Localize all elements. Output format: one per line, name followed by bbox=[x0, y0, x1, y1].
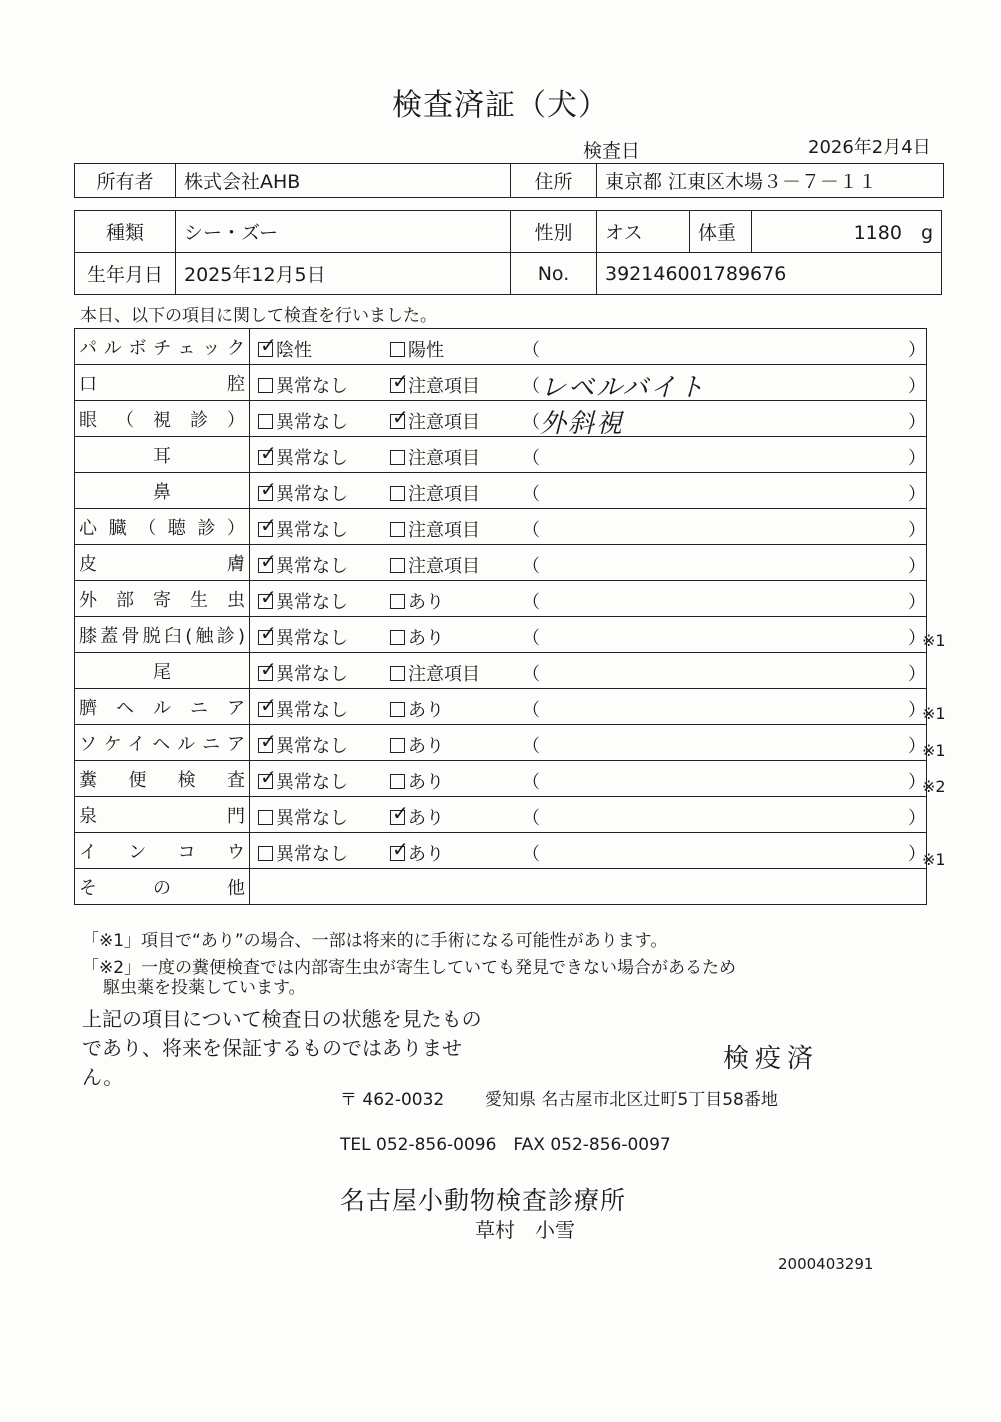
item-name: パルボチェック bbox=[79, 337, 245, 359]
option-label: あり bbox=[408, 772, 444, 793]
paren-close: ） bbox=[908, 772, 926, 793]
paren-open: （ bbox=[522, 808, 540, 829]
option-label: あり bbox=[408, 700, 444, 721]
checkbox-icon[interactable] bbox=[258, 774, 273, 789]
option-label: あり bbox=[408, 844, 444, 865]
item-result-cell bbox=[250, 617, 927, 653]
item-result-cell bbox=[250, 401, 927, 437]
checkbox-icon[interactable] bbox=[390, 738, 405, 753]
option-label: 注意項目 bbox=[408, 520, 480, 541]
item-result-cell bbox=[250, 581, 927, 617]
footnote-marker: ※1 bbox=[922, 630, 946, 650]
checkbox-icon[interactable] bbox=[258, 630, 273, 645]
option-label: 異常なし bbox=[276, 808, 348, 829]
paren-open: （ bbox=[522, 340, 540, 361]
checkbox-icon[interactable] bbox=[258, 414, 273, 429]
checkbox-icon[interactable] bbox=[390, 702, 405, 717]
option-normal[interactable] bbox=[258, 336, 312, 362]
option-label: あり bbox=[408, 808, 444, 829]
owner-address: 東京都 江東区木場３－７－１１ bbox=[597, 164, 944, 198]
exam-date-label: 検査日 bbox=[583, 140, 641, 162]
checkbox-icon[interactable] bbox=[258, 666, 273, 681]
checkbox-icon[interactable] bbox=[258, 558, 273, 573]
option-label: あり bbox=[408, 592, 444, 613]
item-result-cell bbox=[250, 329, 927, 365]
option-label: 注意項目 bbox=[408, 412, 480, 433]
paren-close: ） bbox=[908, 736, 926, 757]
option-issue[interactable] bbox=[390, 480, 480, 506]
option-issue[interactable] bbox=[390, 516, 480, 542]
paren-open: （ bbox=[522, 412, 540, 433]
sex-value: オス bbox=[597, 211, 690, 253]
paren-close: ） bbox=[908, 844, 926, 865]
owner-label: 所有者 bbox=[75, 164, 176, 198]
footnote-2-cont: 駆虫薬を投薬しています。 bbox=[103, 978, 306, 998]
option-issue[interactable] bbox=[390, 804, 444, 830]
paren-close: ） bbox=[908, 592, 926, 613]
inspection-row bbox=[75, 689, 927, 725]
option-normal[interactable] bbox=[258, 444, 348, 470]
no-value: 392146001789676 bbox=[597, 253, 942, 295]
handwritten-remark: レベルバイト bbox=[540, 373, 707, 403]
option-label: 注意項目 bbox=[408, 376, 480, 397]
handwritten-remark: 外斜視 bbox=[540, 409, 625, 439]
item-name-cell bbox=[75, 545, 250, 581]
option-label: 異常なし bbox=[276, 736, 348, 757]
footnote-marker: ※1 bbox=[922, 740, 946, 760]
item-name-cell bbox=[75, 617, 250, 653]
item-name-cell bbox=[75, 509, 250, 545]
clinic-tel-fax: TEL 052-856-0096 FAX 052-856-0097 bbox=[340, 1135, 671, 1155]
item-name-cell bbox=[75, 581, 250, 617]
item-name: 外部寄生虫 bbox=[79, 589, 245, 611]
weight-number: 1180 bbox=[853, 222, 902, 244]
footnote-marker: ※1 bbox=[922, 704, 946, 723]
item-name-cell bbox=[75, 653, 250, 689]
item-name-cell bbox=[75, 761, 250, 797]
clinic-name: 名古屋小動物検査診療所 bbox=[340, 1186, 627, 1215]
footnote-2: 「※2」一度の糞便検査では内部寄生虫が寄生していても発見できない場合があるため bbox=[82, 958, 737, 978]
item-name: 皮膚 bbox=[79, 553, 245, 575]
item-result-cell bbox=[250, 437, 927, 473]
item-name-cell bbox=[75, 401, 250, 437]
item-name-cell bbox=[75, 473, 250, 509]
item-result-cell bbox=[250, 545, 927, 581]
paren-close: ） bbox=[908, 376, 926, 397]
paren-open: （ bbox=[522, 664, 540, 685]
inspection-row bbox=[75, 797, 927, 833]
paren-close: ） bbox=[908, 700, 926, 721]
item-result-cell bbox=[250, 797, 927, 833]
inspection-row bbox=[75, 653, 927, 689]
intro-text: 本日、以下の項目に関して検査を行いました。 bbox=[80, 306, 437, 326]
option-issue[interactable] bbox=[390, 660, 480, 686]
document-number: 2000403291 bbox=[778, 1255, 874, 1273]
item-result-cell bbox=[250, 473, 927, 509]
item-result-cell bbox=[250, 761, 927, 797]
paren-open: （ bbox=[522, 376, 540, 397]
paren-close: ） bbox=[908, 520, 926, 541]
checkbox-icon[interactable] bbox=[390, 666, 405, 681]
option-normal[interactable] bbox=[258, 732, 348, 758]
inspection-row-other bbox=[75, 869, 927, 905]
paren-close: ） bbox=[908, 412, 926, 433]
option-normal[interactable] bbox=[258, 480, 348, 506]
inspection-row bbox=[75, 761, 927, 797]
footnote-marker: ※2 bbox=[922, 777, 946, 797]
checkbox-icon[interactable] bbox=[258, 522, 273, 537]
item-name-cell bbox=[75, 833, 250, 869]
weight-label: 体重 bbox=[690, 211, 752, 253]
checkbox-icon[interactable] bbox=[390, 594, 405, 609]
item-result-cell bbox=[250, 365, 927, 401]
vet-name: 草村 小雪 bbox=[475, 1218, 575, 1242]
item-name-cell bbox=[75, 437, 250, 473]
paren-close: ） bbox=[908, 808, 926, 829]
checkbox-icon[interactable] bbox=[258, 594, 273, 609]
item-name: その他 bbox=[79, 877, 245, 899]
footnote-1: 「※1」項目で“あり”の場合、一部は将来的に手術になる可能性があります。 bbox=[82, 931, 668, 951]
option-issue[interactable] bbox=[390, 552, 480, 578]
paren-open: （ bbox=[522, 520, 540, 541]
item-name-cell bbox=[75, 329, 250, 365]
inspection-row bbox=[75, 401, 927, 437]
item-name: 泉門 bbox=[79, 805, 245, 827]
item-result-cell bbox=[250, 689, 927, 725]
item-name-cell bbox=[75, 725, 250, 761]
checkbox-icon[interactable] bbox=[258, 738, 273, 753]
item-name: 尾 bbox=[153, 661, 171, 683]
checkbox-icon[interactable] bbox=[258, 846, 273, 861]
quarantine-stamp: 検疫済 bbox=[723, 1044, 820, 1074]
option-normal[interactable] bbox=[258, 696, 348, 722]
exam-date: 2026年2月4日 bbox=[808, 137, 931, 158]
inspection-row bbox=[75, 365, 927, 401]
option-label: あり bbox=[408, 736, 444, 757]
option-issue[interactable] bbox=[390, 408, 480, 434]
paren-close: ） bbox=[908, 484, 926, 505]
item-name: 膝蓋骨脱臼(触診) bbox=[79, 625, 245, 647]
option-label: 異常なし bbox=[276, 484, 348, 505]
inspection-table bbox=[74, 328, 927, 905]
checkbox-icon[interactable] bbox=[390, 450, 405, 465]
item-result-cell bbox=[250, 833, 927, 869]
option-issue[interactable] bbox=[390, 696, 444, 722]
item-name-cell bbox=[75, 365, 250, 401]
option-label: 異常なし bbox=[276, 700, 348, 721]
checkbox-icon[interactable] bbox=[258, 450, 273, 465]
option-issue[interactable] bbox=[390, 372, 480, 398]
option-label: 注意項目 bbox=[408, 556, 480, 577]
paren-open: （ bbox=[522, 484, 540, 505]
other-notes-cell[interactable] bbox=[250, 869, 927, 905]
option-normal[interactable] bbox=[258, 372, 348, 398]
checkbox-icon[interactable] bbox=[258, 702, 273, 717]
weight-value bbox=[752, 211, 942, 253]
option-label: 注意項目 bbox=[408, 448, 480, 469]
item-name: 口腔 bbox=[79, 373, 245, 395]
option-normal[interactable] bbox=[258, 552, 348, 578]
breed-value: シー・ズー bbox=[176, 211, 511, 253]
option-normal[interactable] bbox=[258, 768, 348, 794]
checkbox-icon[interactable] bbox=[258, 486, 273, 501]
item-name: 鼻 bbox=[153, 481, 171, 503]
option-label: 異常なし bbox=[276, 376, 348, 397]
inspection-row bbox=[75, 617, 927, 653]
item-name-cell bbox=[75, 689, 250, 725]
option-normal[interactable] bbox=[258, 588, 348, 614]
option-normal[interactable] bbox=[258, 408, 348, 434]
option-label: 異常なし bbox=[276, 412, 348, 433]
option-label: 異常なし bbox=[276, 556, 348, 577]
checkbox-icon[interactable] bbox=[390, 414, 405, 429]
weight-unit: g bbox=[920, 222, 933, 244]
item-name-cell bbox=[75, 869, 250, 905]
checkbox-icon[interactable] bbox=[390, 558, 405, 573]
option-label: 異常なし bbox=[276, 628, 348, 649]
option-label: 異常なし bbox=[276, 592, 348, 613]
paren-open: （ bbox=[522, 844, 540, 865]
option-label: 陽性 bbox=[408, 340, 444, 361]
paren-close: ） bbox=[908, 448, 926, 469]
option-normal[interactable] bbox=[258, 516, 348, 542]
inspection-row bbox=[75, 581, 927, 617]
option-label: 注意項目 bbox=[408, 484, 480, 505]
clinic-address: 愛知県 名古屋市北区辻町5丁目58番地 bbox=[485, 1090, 778, 1110]
item-name: 眼（視診） bbox=[79, 409, 245, 431]
option-issue[interactable] bbox=[390, 732, 444, 758]
sex-label: 性別 bbox=[511, 211, 597, 253]
option-label: 異常なし bbox=[276, 448, 348, 469]
checkbox-icon[interactable] bbox=[390, 378, 405, 393]
checkbox-icon[interactable] bbox=[390, 630, 405, 645]
checkbox-icon[interactable] bbox=[258, 378, 273, 393]
option-normal[interactable] bbox=[258, 840, 348, 866]
inspection-row bbox=[75, 833, 927, 869]
option-issue[interactable] bbox=[390, 588, 444, 614]
checkbox-icon[interactable] bbox=[390, 342, 405, 357]
checkbox-icon[interactable] bbox=[390, 486, 405, 501]
option-label: 異常なし bbox=[276, 772, 348, 793]
option-normal[interactable] bbox=[258, 660, 348, 686]
checkbox-icon[interactable] bbox=[258, 810, 273, 825]
option-label: 陰性 bbox=[276, 340, 312, 361]
paren-open: （ bbox=[522, 700, 540, 721]
item-name: インコウ bbox=[79, 841, 245, 863]
breed-label: 種類 bbox=[75, 211, 176, 253]
option-label: あり bbox=[408, 628, 444, 649]
paren-open: （ bbox=[522, 556, 540, 577]
option-normal[interactable] bbox=[258, 624, 348, 650]
paren-open: （ bbox=[522, 772, 540, 793]
footnote-marker: ※1 bbox=[922, 850, 946, 870]
dog-table bbox=[74, 210, 942, 295]
paren-open: （ bbox=[522, 628, 540, 649]
item-name: 耳 bbox=[153, 445, 171, 467]
item-name: 糞便検査 bbox=[79, 769, 245, 791]
address-label: 住所 bbox=[511, 164, 597, 198]
clinic-postal: 〒 462-0032 bbox=[340, 1090, 445, 1110]
option-label: 異常なし bbox=[276, 664, 348, 685]
inspection-row bbox=[75, 509, 927, 545]
birth-value: 2025年12月5日 bbox=[176, 253, 511, 295]
checkbox-icon[interactable] bbox=[390, 774, 405, 789]
birth-label: 生年月日 bbox=[75, 253, 176, 295]
paren-close: ） bbox=[908, 664, 926, 685]
option-issue[interactable] bbox=[390, 624, 444, 650]
paren-close: ） bbox=[908, 556, 926, 577]
inspection-row bbox=[75, 473, 927, 509]
paren-close: ） bbox=[908, 340, 926, 361]
item-name-cell bbox=[75, 797, 250, 833]
paren-open: （ bbox=[522, 736, 540, 757]
item-result-cell bbox=[250, 509, 927, 545]
option-issue[interactable] bbox=[390, 444, 480, 470]
option-label: 異常なし bbox=[276, 520, 348, 541]
checkbox-icon[interactable] bbox=[390, 810, 405, 825]
option-issue[interactable] bbox=[390, 768, 444, 794]
item-result-cell bbox=[250, 653, 927, 689]
option-normal[interactable] bbox=[258, 804, 348, 830]
owner-name: 株式会社AHB bbox=[176, 164, 511, 198]
inspection-row bbox=[75, 545, 927, 581]
item-name: 心臓（聴診） bbox=[79, 517, 245, 539]
option-issue[interactable] bbox=[390, 840, 444, 866]
item-result-cell bbox=[250, 725, 927, 761]
checkbox-icon[interactable] bbox=[258, 342, 273, 357]
no-label: No. bbox=[511, 253, 597, 295]
disclaimer: 上記の項目について検査日の状態を見たものであり、将来を保証するものではありません。 bbox=[82, 1007, 482, 1089]
option-label: 異常なし bbox=[276, 844, 348, 865]
item-name: ソケイヘルニア bbox=[79, 733, 245, 755]
paren-open: （ bbox=[522, 592, 540, 613]
inspection-row bbox=[75, 329, 927, 365]
paren-close: ） bbox=[908, 628, 926, 649]
document-title: 検査済証（犬） bbox=[392, 88, 609, 123]
inspection-row bbox=[75, 437, 927, 473]
option-label: 注意項目 bbox=[408, 664, 480, 685]
inspection-row bbox=[75, 725, 927, 761]
paren-open: （ bbox=[522, 448, 540, 469]
option-issue[interactable] bbox=[390, 336, 444, 362]
owner-table bbox=[74, 163, 944, 198]
checkbox-icon[interactable] bbox=[390, 522, 405, 537]
checkbox-icon[interactable] bbox=[390, 846, 405, 861]
item-name: 臍ヘルニア bbox=[79, 697, 245, 719]
